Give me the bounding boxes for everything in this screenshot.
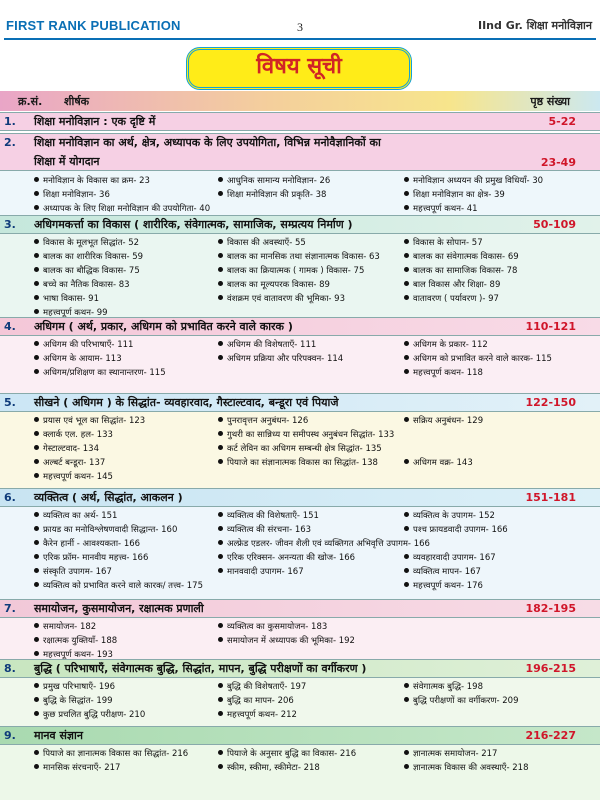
toc-entry-label: अध्यापक के लिए शिक्षा मनोविज्ञान की उपयोगिता- 40 bbox=[43, 204, 211, 214]
toc-entry[interactable] bbox=[34, 681, 115, 695]
section-title[interactable]: समायोजन, कुसमायोजन, रक्षात्मक प्रणाली bbox=[34, 602, 204, 615]
bullet-icon bbox=[218, 637, 223, 642]
bullet-icon bbox=[404, 417, 409, 422]
bullet-icon bbox=[34, 431, 39, 436]
bullet-icon bbox=[34, 651, 39, 656]
section-title-cont: शिक्षा में योगदान bbox=[34, 155, 100, 168]
toc-entry[interactable] bbox=[218, 762, 320, 776]
bullet-icon bbox=[34, 369, 39, 374]
bullet-icon bbox=[218, 683, 223, 688]
section-number: 5. bbox=[4, 396, 16, 409]
toc-entry[interactable] bbox=[34, 762, 120, 776]
section-number: 2. bbox=[4, 136, 16, 149]
toc-entry-label: मनोविज्ञान अध्ययन की प्रमुख विधियाँ- 30 bbox=[413, 176, 544, 186]
toc-entry-label: व्यक्तित्व के उपागम- 152 bbox=[413, 511, 495, 521]
toc-entry[interactable] bbox=[34, 279, 130, 293]
bullet-icon bbox=[218, 253, 223, 258]
toc-entry[interactable] bbox=[34, 367, 166, 381]
bullet-icon bbox=[34, 637, 39, 642]
section-title[interactable]: शिक्षा मनोविज्ञान : एक दृष्टि में bbox=[34, 115, 156, 128]
toc-entry-label: पश्च फ्रायडवादी उपागम- 166 bbox=[413, 525, 508, 535]
toc-section-1 bbox=[0, 112, 600, 133]
toc-entry-label: संस्कृति उपागम- 167 bbox=[43, 567, 112, 577]
toc-entry-label: बालक का क्रियात्मक ( गामक ) विकास- 75 bbox=[227, 266, 365, 276]
bullet-icon bbox=[34, 459, 39, 464]
toc-entry-label: व्यक्तित्व की विशेषताएँ- 151 bbox=[227, 511, 319, 521]
toc-entry-label: मनोविज्ञान के विकास का क्रम- 23 bbox=[43, 176, 150, 186]
toc-section-8 bbox=[0, 659, 600, 726]
toc-entry[interactable] bbox=[34, 203, 210, 215]
bullet-icon bbox=[218, 355, 223, 360]
toc-entry-label: व्यक्तित्व को प्रभावित करने वाले कारक/ तत्त्व- 175 bbox=[43, 581, 204, 591]
toc-section-4 bbox=[0, 317, 600, 393]
toc-entry[interactable] bbox=[218, 566, 304, 580]
toc-entry-label: भाषा विकास- 91 bbox=[43, 294, 99, 304]
toc-entry-label: महत्त्वपूर्ण कथन- 99 bbox=[43, 308, 108, 317]
toc-entry[interactable] bbox=[34, 748, 188, 762]
section-title[interactable]: मानव संज्ञान bbox=[34, 729, 83, 742]
toc-entry[interactable] bbox=[404, 367, 483, 381]
bullet-icon bbox=[404, 568, 409, 573]
section-title[interactable]: शिक्षा मनोविज्ञान का अर्थ, क्षेत्र, अध्यापक के लिए उपयोगिता, विभिन्न मनोवैज्ञानिकों का bbox=[34, 136, 381, 149]
toc-entry-label: संवेगात्मक बुद्धि- 198 bbox=[413, 682, 484, 692]
toc-section-5 bbox=[0, 393, 600, 488]
bullet-icon bbox=[34, 568, 39, 573]
toc-entry-label: स्कीम, स्कीमा, स्कीमेटा- 218 bbox=[227, 763, 320, 773]
toc-entry[interactable] bbox=[34, 251, 143, 265]
toc-entry[interactable] bbox=[404, 339, 488, 353]
toc-entry-label: सक्रिय अनुबंधन- 129 bbox=[413, 416, 484, 426]
toc-entry[interactable] bbox=[34, 353, 122, 367]
bullet-icon bbox=[218, 623, 223, 628]
contents-title-box bbox=[186, 47, 412, 90]
toc-entry[interactable] bbox=[404, 695, 519, 709]
contents-title: विषय सूची bbox=[256, 54, 342, 79]
toc-entry-label: गेस्टाल्टवाद- 134 bbox=[43, 444, 100, 454]
toc-entry[interactable] bbox=[404, 279, 500, 293]
bullet-icon bbox=[404, 764, 409, 769]
col-serial: क्र.सं. bbox=[18, 95, 43, 108]
bullet-icon bbox=[34, 683, 39, 688]
toc-entry[interactable] bbox=[218, 339, 316, 353]
toc-entry[interactable] bbox=[34, 429, 113, 443]
col-topic: शीर्षक bbox=[64, 95, 90, 108]
col-pages: पृष्ठ संख्या bbox=[530, 95, 570, 108]
bullet-icon bbox=[404, 355, 409, 360]
toc-entry[interactable] bbox=[404, 353, 552, 367]
toc-entry[interactable] bbox=[34, 307, 108, 317]
bullet-icon bbox=[34, 582, 39, 587]
toc-entry[interactable] bbox=[218, 265, 364, 279]
toc-section-6 bbox=[0, 488, 600, 599]
bullet-icon bbox=[404, 459, 409, 464]
section-number: 8. bbox=[4, 662, 16, 675]
section-bar bbox=[0, 726, 600, 745]
toc-entry[interactable] bbox=[218, 457, 378, 471]
toc-entry-label: अल्बर्ट बन्डूरा- 137 bbox=[43, 458, 106, 468]
toc-entry-label: अधिगम के प्रकार- 112 bbox=[413, 340, 488, 350]
bullet-icon bbox=[218, 431, 223, 436]
toc-entry-label: ज्ञानात्मक समायोजन- 217 bbox=[413, 749, 498, 759]
toc-entry-label: महत्त्वपूर्ण कथन- 193 bbox=[43, 650, 113, 659]
bullet-icon bbox=[404, 341, 409, 346]
toc-entry[interactable] bbox=[404, 681, 483, 695]
bullet-icon bbox=[404, 191, 409, 196]
bullet-icon bbox=[404, 239, 409, 244]
toc-entry[interactable] bbox=[218, 510, 319, 524]
toc-entry-label: कैरेन हार्नी - आवश्यकता- 166 bbox=[43, 539, 141, 549]
bullet-icon bbox=[34, 512, 39, 517]
toc-entry[interactable] bbox=[34, 580, 203, 594]
section-pages: 5-22 bbox=[548, 115, 576, 128]
section-number: 3. bbox=[4, 218, 16, 231]
toc-entry-label: समायोजन- 182 bbox=[43, 622, 97, 632]
toc-entry-label: वातावरण ( पर्यावरण )- 97 bbox=[413, 294, 499, 304]
toc-entry-label: व्यक्तित्व मापन- 167 bbox=[413, 567, 481, 577]
toc-entry[interactable] bbox=[218, 251, 380, 265]
toc-section-3 bbox=[0, 215, 600, 317]
bullet-icon bbox=[218, 341, 223, 346]
toc-entry[interactable] bbox=[218, 621, 327, 635]
section-number: 7. bbox=[4, 602, 16, 615]
section-title[interactable]: अधिगमकर्त्ता का विकास ( शारीरिक, संवेगात्मक, सामाजिक, सम्प्रत्यय निर्माण ) bbox=[34, 218, 353, 231]
toc-entry-label: मानववादी उपागम- 167 bbox=[227, 567, 304, 577]
bullet-icon bbox=[218, 764, 223, 769]
toc-entry[interactable] bbox=[34, 538, 140, 552]
bullet-icon bbox=[34, 526, 39, 531]
toc-entry[interactable] bbox=[404, 175, 543, 189]
toc-entry[interactable] bbox=[34, 552, 148, 566]
bullet-icon bbox=[34, 191, 39, 196]
bullet-icon bbox=[218, 512, 223, 517]
toc-entry-label: वंशक्रम एवं वातावरण की भूमिका- 93 bbox=[227, 294, 345, 304]
bullet-icon bbox=[404, 295, 409, 300]
toc-entry[interactable] bbox=[34, 293, 99, 307]
bullet-icon bbox=[218, 526, 223, 531]
bullet-icon bbox=[34, 554, 39, 559]
toc-entry[interactable] bbox=[34, 510, 117, 524]
toc-entry-label: प्रमुख परिभाषाएँ- 196 bbox=[43, 682, 116, 692]
toc-entry-label: अधिगम को प्रभावित करने वाले कारक- 115 bbox=[413, 354, 552, 364]
toc-entry[interactable] bbox=[34, 566, 112, 580]
toc-entry-label: महत्त्वपूर्ण कथन- 176 bbox=[413, 581, 483, 591]
bullet-icon bbox=[218, 177, 223, 182]
toc-entry-label: बालक का मानसिक तथा संज्ञानात्मक विकास- 63 bbox=[227, 252, 380, 262]
toc-entry[interactable] bbox=[34, 621, 96, 635]
bullet-icon bbox=[34, 417, 39, 422]
toc-entry-label: बालक का बौद्धिक विकास- 75 bbox=[43, 266, 140, 276]
bullet-icon bbox=[404, 683, 409, 688]
toc-entry[interactable] bbox=[34, 649, 113, 659]
toc-entry[interactable] bbox=[34, 457, 105, 471]
bullet-icon bbox=[218, 697, 223, 702]
toc-entry-label: एरिक फ्रॉम- मानवीय महत्त्व- 166 bbox=[43, 553, 149, 563]
toc-entry-label: विकास की अवस्थाएँ- 55 bbox=[227, 238, 306, 248]
toc-entry-label: बुद्धि का मापन- 206 bbox=[227, 696, 294, 706]
toc-entry[interactable] bbox=[34, 709, 145, 723]
bullet-icon bbox=[404, 512, 409, 517]
bullet-icon bbox=[218, 191, 223, 196]
toc-entry[interactable] bbox=[404, 552, 496, 566]
toc-entry[interactable] bbox=[218, 415, 308, 429]
toc-entry-label: रक्षात्मक युक्तियाँ- 188 bbox=[43, 636, 118, 646]
bullet-icon bbox=[404, 554, 409, 559]
toc-entry-label: अधिगम वक्र- 143 bbox=[413, 458, 473, 468]
toc-entry[interactable] bbox=[34, 695, 113, 709]
toc-entry-label: पुनरावृत्तन अनुबंधन- 126 bbox=[227, 416, 309, 426]
toc-entry[interactable] bbox=[218, 443, 382, 457]
toc-entry-label: बुद्धि परीक्षणों का वर्गीकरण- 209 bbox=[413, 696, 519, 706]
toc-entry[interactable] bbox=[218, 189, 326, 203]
toc-entry-label: बालक का संवेगात्मक विकास- 69 bbox=[413, 252, 519, 262]
toc-entry-label: शिक्षा मनोविज्ञान का क्षेत्र- 39 bbox=[413, 190, 505, 200]
section-title[interactable]: बुद्धि ( परिभाषाएँ, संवेगात्मक बुद्धि, सिद्धांत, मापन, बुद्धि परीक्षणों का वर्गीकरण ) bbox=[34, 662, 367, 675]
bullet-icon bbox=[34, 281, 39, 286]
toc-entry-label: शिक्षा मनोविज्ञान की प्रकृति- 38 bbox=[227, 190, 327, 200]
bullet-icon bbox=[218, 459, 223, 464]
toc-entry-label: महत्त्वपूर्ण कथन- 212 bbox=[227, 710, 297, 720]
toc-entry-label: कर्ट लेविन का अधिगम सम्बन्धी क्षेत्र सिद्धांत- 135 bbox=[227, 444, 382, 454]
bullet-icon bbox=[404, 177, 409, 182]
column-header bbox=[0, 91, 600, 111]
book-title: IInd Gr. शिक्षा मनोविज्ञान bbox=[477, 19, 592, 32]
toc-entry-label: बुद्धि के सिद्धांत- 199 bbox=[43, 696, 113, 706]
bullet-icon bbox=[404, 267, 409, 272]
toc-entry[interactable] bbox=[404, 265, 517, 279]
bullet-icon bbox=[218, 540, 223, 545]
toc-entry-label: पियाजे का संज्ञानात्मक विकास का सिद्धांत- 138 bbox=[227, 458, 378, 468]
toc-entry-label: विकास के सोपान- 57 bbox=[413, 238, 483, 248]
toc-entry-label: समायोजन में अध्यापक की भूमिका- 192 bbox=[227, 636, 355, 646]
toc-entry[interactable] bbox=[404, 293, 499, 307]
section-pages: 151-181 bbox=[525, 491, 576, 504]
toc-section-2 bbox=[0, 133, 600, 215]
toc-entry[interactable] bbox=[34, 635, 117, 649]
toc-entry[interactable] bbox=[34, 524, 177, 538]
toc-entry-label: महत्त्वपूर्ण कथन- 41 bbox=[413, 204, 478, 214]
bullet-icon bbox=[34, 445, 39, 450]
toc-entry[interactable] bbox=[218, 353, 343, 367]
toc-entry[interactable] bbox=[218, 279, 330, 293]
toc-entry[interactable] bbox=[34, 415, 145, 429]
header-rule bbox=[4, 38, 596, 40]
section-pages: 110-121 bbox=[525, 320, 576, 333]
section-pages: 196-215 bbox=[525, 662, 576, 675]
toc-section-9 bbox=[0, 726, 600, 800]
bullet-icon bbox=[218, 750, 223, 755]
bullet-icon bbox=[34, 205, 39, 210]
bullet-icon bbox=[34, 341, 39, 346]
toc-entry-label: व्यक्तित्व का अर्थ- 151 bbox=[43, 511, 118, 521]
toc-entry[interactable] bbox=[218, 748, 356, 762]
section-number: 6. bbox=[4, 491, 16, 504]
toc-entry-label: महत्त्वपूर्ण कथन- 118 bbox=[413, 368, 483, 378]
toc-entry-label: महत्त्वपूर्ण कथन- 145 bbox=[43, 472, 113, 482]
bullet-icon bbox=[34, 355, 39, 360]
bullet-icon bbox=[34, 473, 39, 478]
toc-entry[interactable] bbox=[404, 415, 483, 429]
section-title[interactable]: अधिगम ( अर्थ, प्रकार, अधिगम को प्रभावित करने वाले कारक ) bbox=[34, 320, 293, 333]
toc-entry[interactable] bbox=[404, 762, 529, 776]
bullet-icon bbox=[34, 697, 39, 702]
bullet-icon bbox=[34, 295, 39, 300]
toc-entry-label: ज्ञानात्मक विकास की अवस्थाएँ- 218 bbox=[413, 763, 529, 773]
toc-entry[interactable] bbox=[404, 524, 508, 538]
toc-entry-label: फ्रायड का मनोविश्लेषणवादी सिद्धान्त- 160 bbox=[43, 525, 178, 535]
section-number: 4. bbox=[4, 320, 16, 333]
toc-entry-label: गुथरी का सान्निध्य या समीपस्थ अनुबंधन सिद्धांत- 133 bbox=[227, 430, 395, 440]
toc-entry[interactable] bbox=[218, 175, 330, 189]
publisher-name: FIRST RANK PUBLICATION bbox=[6, 18, 181, 33]
toc-entry[interactable] bbox=[218, 695, 294, 709]
toc-entry[interactable] bbox=[404, 748, 497, 762]
toc-entry-label: बुद्धि की विशेषताएँ- 197 bbox=[227, 682, 307, 692]
toc-entry[interactable] bbox=[404, 251, 519, 265]
toc-entry-label: बालक का मूल्यपरक विकास- 89 bbox=[227, 280, 330, 290]
toc-entry-label: कुछ प्रचलित बुद्धि परीक्षण- 210 bbox=[43, 710, 146, 720]
toc-entry[interactable] bbox=[404, 237, 483, 251]
toc-entry-label: बालक का शारीरिक विकास- 59 bbox=[43, 252, 144, 262]
toc-entry-label: क्लार्क एल. हल- 133 bbox=[43, 430, 113, 440]
toc-entry[interactable] bbox=[34, 471, 113, 485]
bullet-icon bbox=[218, 568, 223, 573]
toc-entry-label: मानसिक संरचनाएँ- 217 bbox=[43, 763, 121, 773]
page-number: 3 bbox=[297, 20, 303, 34]
toc-entry[interactable] bbox=[218, 293, 345, 307]
section-title[interactable]: व्यक्तित्व ( अर्थ, सिद्धांत, आकलन ) bbox=[34, 491, 183, 504]
bullet-icon bbox=[218, 267, 223, 272]
bullet-icon bbox=[218, 281, 223, 286]
toc-entry[interactable] bbox=[404, 566, 481, 580]
bullet-icon bbox=[34, 711, 39, 716]
section-number: 9. bbox=[4, 729, 16, 742]
toc-entry-label: व्यक्तित्व की संरचना- 163 bbox=[227, 525, 312, 535]
toc-entry-label: बच्चे का नैतिक विकास- 83 bbox=[43, 280, 130, 290]
toc-entry[interactable] bbox=[404, 189, 505, 203]
toc-entry-label: अधिगम की विशेषताएँ- 111 bbox=[227, 340, 317, 350]
toc-entry[interactable] bbox=[34, 175, 150, 189]
bullet-icon bbox=[34, 764, 39, 769]
bullet-icon bbox=[34, 540, 39, 545]
toc-entry-label: व्यवहारवादी उपागम- 167 bbox=[413, 553, 496, 563]
toc-entry-label: विकास के मूलभूत सिद्धांत- 52 bbox=[43, 238, 140, 248]
bullet-icon bbox=[218, 417, 223, 422]
bullet-icon bbox=[404, 369, 409, 374]
bullet-icon bbox=[218, 239, 223, 244]
toc-entry[interactable] bbox=[218, 429, 394, 443]
toc-entry[interactable] bbox=[218, 237, 306, 251]
toc-entry-label: अधिगम की परिभाषाएँ- 111 bbox=[43, 340, 134, 350]
bullet-icon bbox=[404, 582, 409, 587]
toc-entry[interactable] bbox=[34, 265, 140, 279]
toc-entry-label: अधिगम प्रक्रिया और परिपक्वन- 114 bbox=[227, 354, 344, 364]
bullet-icon bbox=[34, 253, 39, 258]
toc-entry-label: व्यक्तित्व का कुसमायोजन- 183 bbox=[227, 622, 328, 632]
toc-entry[interactable] bbox=[218, 681, 306, 695]
bullet-icon bbox=[404, 205, 409, 210]
section-pages: 182-195 bbox=[525, 602, 576, 615]
bullet-icon bbox=[404, 697, 409, 702]
toc-entry[interactable] bbox=[404, 457, 473, 471]
toc-entry-label: एरिक एरिक्सन- अनन्यता की खोज- 166 bbox=[227, 553, 356, 563]
toc-entry-label: आधुनिक सामान्य मनोविज्ञान- 26 bbox=[227, 176, 331, 186]
toc-entry-label: अधिगम/प्रशिक्षण का स्थानान्तरण- 115 bbox=[43, 368, 166, 378]
toc-entry[interactable] bbox=[218, 524, 311, 538]
bullet-icon bbox=[218, 445, 223, 450]
toc-entry[interactable] bbox=[218, 552, 355, 566]
bullet-icon bbox=[404, 281, 409, 286]
bullet-icon bbox=[218, 711, 223, 716]
bullet-icon bbox=[34, 623, 39, 628]
section-number: 1. bbox=[4, 115, 16, 128]
toc-entry[interactable] bbox=[218, 709, 297, 723]
toc-section-7 bbox=[0, 599, 600, 659]
toc-entry[interactable] bbox=[34, 237, 139, 251]
section-pages: 216-227 bbox=[525, 729, 576, 742]
toc-entry-label: अधिगम के आयाम- 113 bbox=[43, 354, 122, 364]
toc-entry-label: शिक्षा मनोविज्ञान- 36 bbox=[43, 190, 110, 200]
section-pages: 122-150 bbox=[525, 396, 576, 409]
toc-entry[interactable] bbox=[404, 580, 483, 594]
toc-entry[interactable] bbox=[404, 203, 478, 215]
section-pages: 50-109 bbox=[533, 218, 576, 231]
bullet-icon bbox=[218, 554, 223, 559]
section-pages: 23-49 bbox=[540, 156, 576, 169]
toc-entry[interactable] bbox=[218, 635, 355, 649]
bullet-icon bbox=[404, 750, 409, 755]
toc-entry-label: अल्फ्रेड एडलर- जीवन शैली एवं व्यक्तिगत अभिवृत्ति उपागम- 166 bbox=[227, 539, 430, 549]
bullet-icon bbox=[34, 267, 39, 272]
toc-entry-label: बालक का सामाजिक विकास- 78 bbox=[413, 266, 518, 276]
toc-entry-label: पियाजे के अनुसार बुद्धि का विकास- 216 bbox=[227, 749, 357, 759]
toc-entry[interactable] bbox=[218, 538, 430, 552]
toc-entry-label: बाल विकास और शिक्षा- 89 bbox=[413, 280, 501, 290]
bullet-icon bbox=[218, 295, 223, 300]
toc-entry-label: पियाजे का ज्ञानात्मक विकास का सिद्धांत- 216 bbox=[43, 749, 189, 759]
bullet-icon bbox=[34, 177, 39, 182]
toc-entry[interactable] bbox=[34, 443, 99, 457]
bullet-icon bbox=[34, 309, 39, 314]
page-header bbox=[0, 0, 600, 46]
toc-entry[interactable] bbox=[34, 189, 110, 203]
bullet-icon bbox=[404, 253, 409, 258]
section-title[interactable]: सीखने ( अधिगम ) के सिद्धांत- व्यवहारवाद, गैस्टाल्टवाद, बन्डूरा एवं पियाजे bbox=[34, 396, 339, 409]
bullet-icon bbox=[34, 750, 39, 755]
toc-entry[interactable] bbox=[34, 339, 133, 353]
toc-entry[interactable] bbox=[404, 510, 495, 524]
bullet-icon bbox=[34, 239, 39, 244]
bullet-icon bbox=[404, 526, 409, 531]
toc-entry-label: प्रयास एवं भूल का सिद्धांत- 123 bbox=[43, 416, 146, 426]
